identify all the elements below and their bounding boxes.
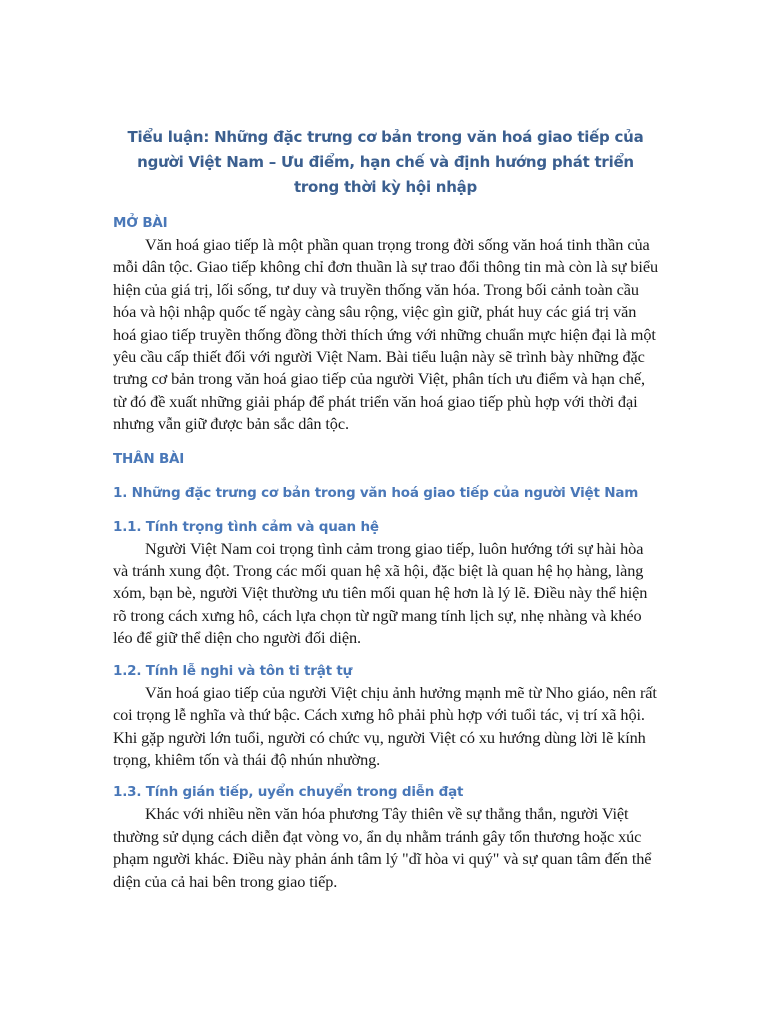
document-page [113,120,658,893]
heading-section-1-1: 1.1. Tính trọng tình cảm và quan hệ [113,518,379,535]
heading-section-1-3: 1.3. Tính gián tiếp, uyển chuyển trong diễn đạt [113,784,464,801]
heading-mo-bai: MỞ BÀI [113,215,168,231]
paragraph-section-1-1: Người Việt Nam coi trọng tình cảm trong giao tiếp, luôn hướng tới sự hài hòa và tránh xung đột. Trong các mối quan hệ xã hội, đặc biệt là quan hệ họ hàng, làng xóm, bạn bè, người Việt thường ưu tiên mối quan hệ hơn là lý lẽ. Điều này thể hiện rõ trong cách xưng hô, cách lựa chọn từ ngữ mang tính lịch sự, nhẹ nhàng và khéo léo để giữ thể diện cho người đối diện. [113,538,648,648]
paragraph-section-1-2: Văn hoá giao tiếp của người Việt chịu ảnh hưởng mạnh mẽ từ Nho giáo, nên rất coi trọng lễ nghĩa và thứ bậc. Cách xưng hô phải phù hợp với tuổi tác, vị trí xã hội. Khi gặp người lớn tuổi, người có chức vụ, người Việt có xu hướng dùng lời lẽ kính trọng, khiêm tốn và thái độ nhún nhường. [113,682,657,769]
paragraph-section-1-3: Khác với nhiều nền văn hóa phương Tây thiên về sự thẳng thắn, người Việt thường sử dụng cách diễn đạt vòng vo, ẩn dụ nhằm tránh gây tổn thương hoặc xúc phạm người khác. Điều này phản ánh tâm lý "dĩ hòa vi quý" và sự quan tâm đến thể diện của cả hai bên trong giao tiếp. [113,804,652,891]
heading-section-1-2: 1.2. Tính lễ nghi và tôn ti trật tự [113,662,353,679]
heading-part-1: 1. Những đặc trưng cơ bản trong văn hoá giao tiếp của người Việt Nam [113,484,639,501]
heading-than-bai: THÂN BÀI [113,450,185,467]
paragraph-mo-bai: Văn hoá giao tiếp là một phần quan trọng trong đời sống văn hoá tinh thần của mỗi dân tộc. Giao tiếp không chỉ đơn thuần là sự trao đổi thông tin mà còn là sự biểu hiện của giá trị, lối sống, tư duy và truyền thống văn hóa. Trong bối cảnh toàn cầu hóa và hội nhập quốc tế ngày càng sâu rộng, việc gìn giữ, phát huy các giá trị văn hoá giao tiếp truyền thống đồng thời thích ứng với những chuẩn mực hiện đại là một yêu cầu cấp thiết đối với người Việt Nam. Bài tiểu luận này sẽ trình bày những đặc trưng cơ bản trong văn hoá giao tiếp của người Việt, phân tích ưu điểm và hạn chế, từ đó đề xuất những giải pháp để phát triển văn hoá giao tiếp phù hợp với thời đại nhưng vẫn giữ được bản sắc dân tộc. [113,235,658,434]
document-title: Tiểu luận: Những đặc trưng cơ bản trong văn hoá giao tiếp của người Việt Nam – Ưu điểm, hạn chế và định hướng phát triển trong thời kỳ hội nhập [127,128,644,196]
